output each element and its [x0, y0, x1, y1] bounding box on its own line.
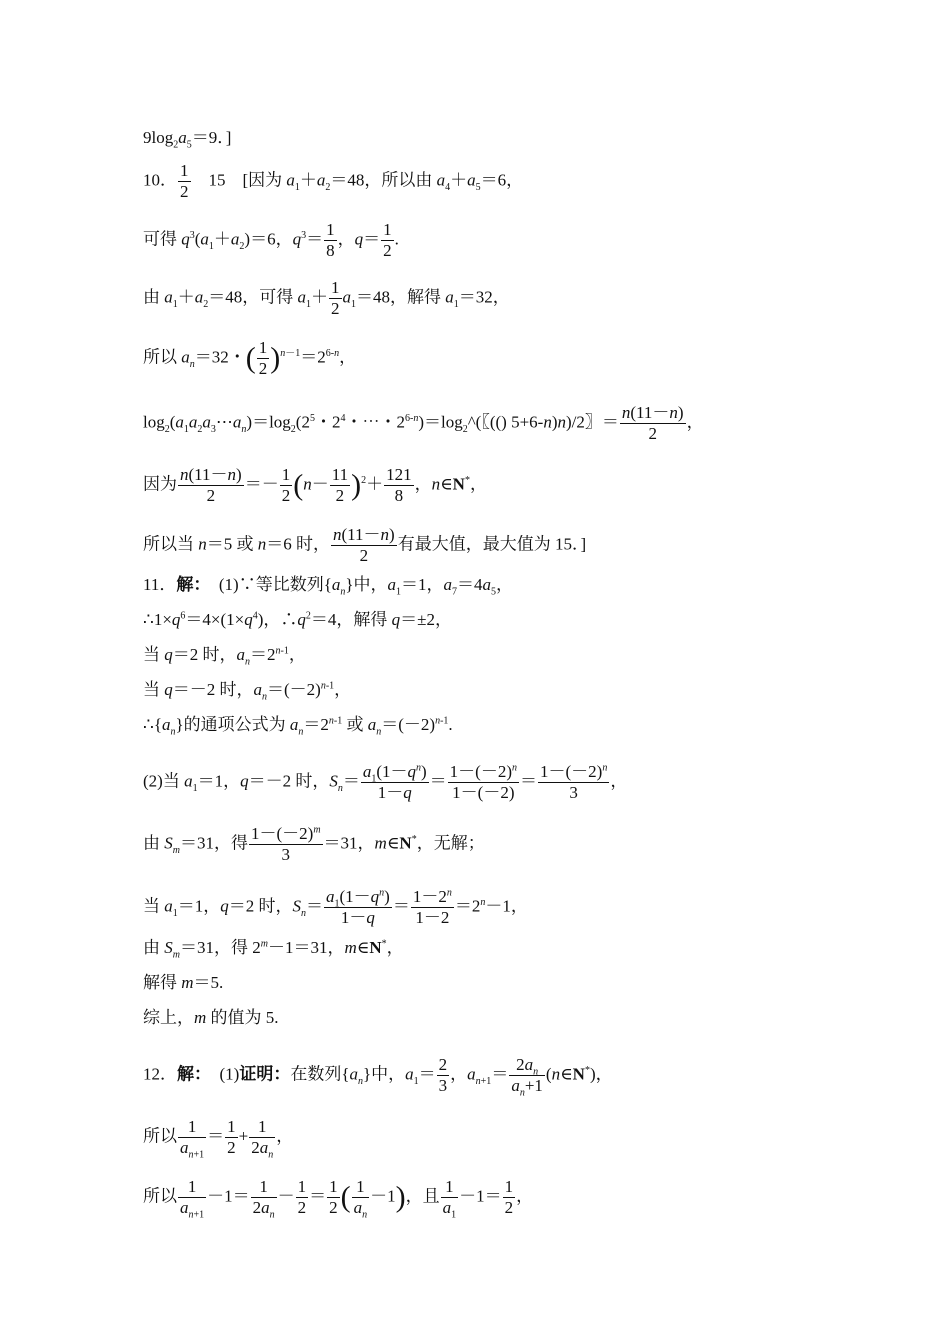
- solution-line: 由 $S_m=31$，得 $\frac{1-(-2)^m}{3}$ ＝31，m∈N*，无解；: [143, 824, 485, 864]
- solution-line: 所以 $\frac{1}{a_{n+1}}$ ＝ $\frac{1}{2}$ + $\frac{1}{2a_n}$ ，: [143, 1117, 294, 1161]
- solution-line: 解得 m＝5.: [143, 973, 224, 992]
- solution-line: 所以当 n＝5 或 n＝6 时， $\frac{n(11-n)}{2}$ 有最大值，最大值为 15．]: [143, 525, 587, 565]
- solution-line: 综上，m 的值为 5.: [143, 1008, 279, 1027]
- solution-line: (2)当 $a_1=1$，q＝－2 时，$S_n=$ $\frac{a_1(1-q^n)}{1-q}$ ＝ $\frac{1-(-2)^n}{1-(-2)}$ ＝ $\frac{1-(-2)^n}{3}$ ，: [143, 762, 628, 802]
- solution-line: $9\log_2a_5=9$．]: [143, 128, 232, 151]
- solution-line: 10． $\frac{1}{2}$ 15 [因为 $a_1+a_2=48$，所以由 $a_4+a_5=6$，: [143, 161, 524, 201]
- solution-line: 当 q＝2 时，$a_n=2^{n-1}$，: [143, 645, 306, 668]
- solution-line: 当 q＝－2 时，$a_n=(-2)^{n-1}$，: [143, 680, 352, 703]
- solution-line: $\log_2(a_1a_2a_3\cdots a_n)=\log_2(2^5$・$2^4$・⋯・$2^{6-n})=\log_2\^{}$(〖(() 5+6-n)n)/2〗＝ $\frac{n(11-n)}{2}$ ，: [143, 403, 704, 443]
- solution-line: 因为 $\frac{n(11-n)}{2}$ ＝－ $\frac{1}{2}$ (n－ $\frac{11}{2}$ )$^2$＋ $\frac{121}{8}$ ，n∈N*，: [143, 465, 487, 505]
- solution-line: $\therefore\{a_n\}$的通项公式为 $a_n=2^{n-1}$ 或 $a_n=(-2)^{n-1}$.: [143, 715, 453, 738]
- solution-line: 11．解： (1)∵等比数列$\{a_n\}$中，$a_1=1$，$a_7=4a_5$，: [143, 575, 514, 598]
- solution-line: 可得 $q^3(a_1+a_2)=6$，$q^3=$ $\frac{1}{8}$ ，q＝ $\frac{1}{2}$ .: [143, 220, 399, 260]
- solution-line: 所以 $\frac{1}{a_{n+1}}$ －1＝ $\frac{1}{2a_n}$ － $\frac{1}{2}$ ＝ $\frac{1}{2}$ ( $\frac{1}{a_n}$ －1)，且 $\frac{1}{a_1}$ －1＝ $\frac{1}{2}$ ，: [143, 1177, 534, 1221]
- solution-line: 由 $a_1+a_2=48$，可得 $a_1+$ $\frac{1}{2}$ $a_1=48$，解得 $a_1=32$，: [143, 278, 510, 318]
- solution-line: 所以 $a_n=32$・( $\frac{1}{2}$ )$^{n-1}=2^{6-n}$，: [143, 338, 357, 378]
- solution-line: 由 $S_m=31$，得 $2^m-1=31$，m∈N*，: [143, 938, 404, 961]
- solution-line: $\therefore 1\times q^6=4\times(1\times q^4)$，$\therefore q^2=4$，解得 q＝±2，: [143, 610, 453, 629]
- solution-line: 12．解： (1)证明：在数列$\{a_n\}$中，$a_1=$ $\frac{2}{3}$ ，$a_{n+1}=$ $\frac{2a_n}{a_n+1}$ (n∈N*)，: [143, 1055, 613, 1099]
- solution-line: 当 $a_1=1$，q＝2 时，$S_n=$ $\frac{a_1(1-q^n)}{1-q}$ ＝ $\frac{1-2^n}{1-2}$ $=2^n-1$，: [143, 887, 528, 927]
